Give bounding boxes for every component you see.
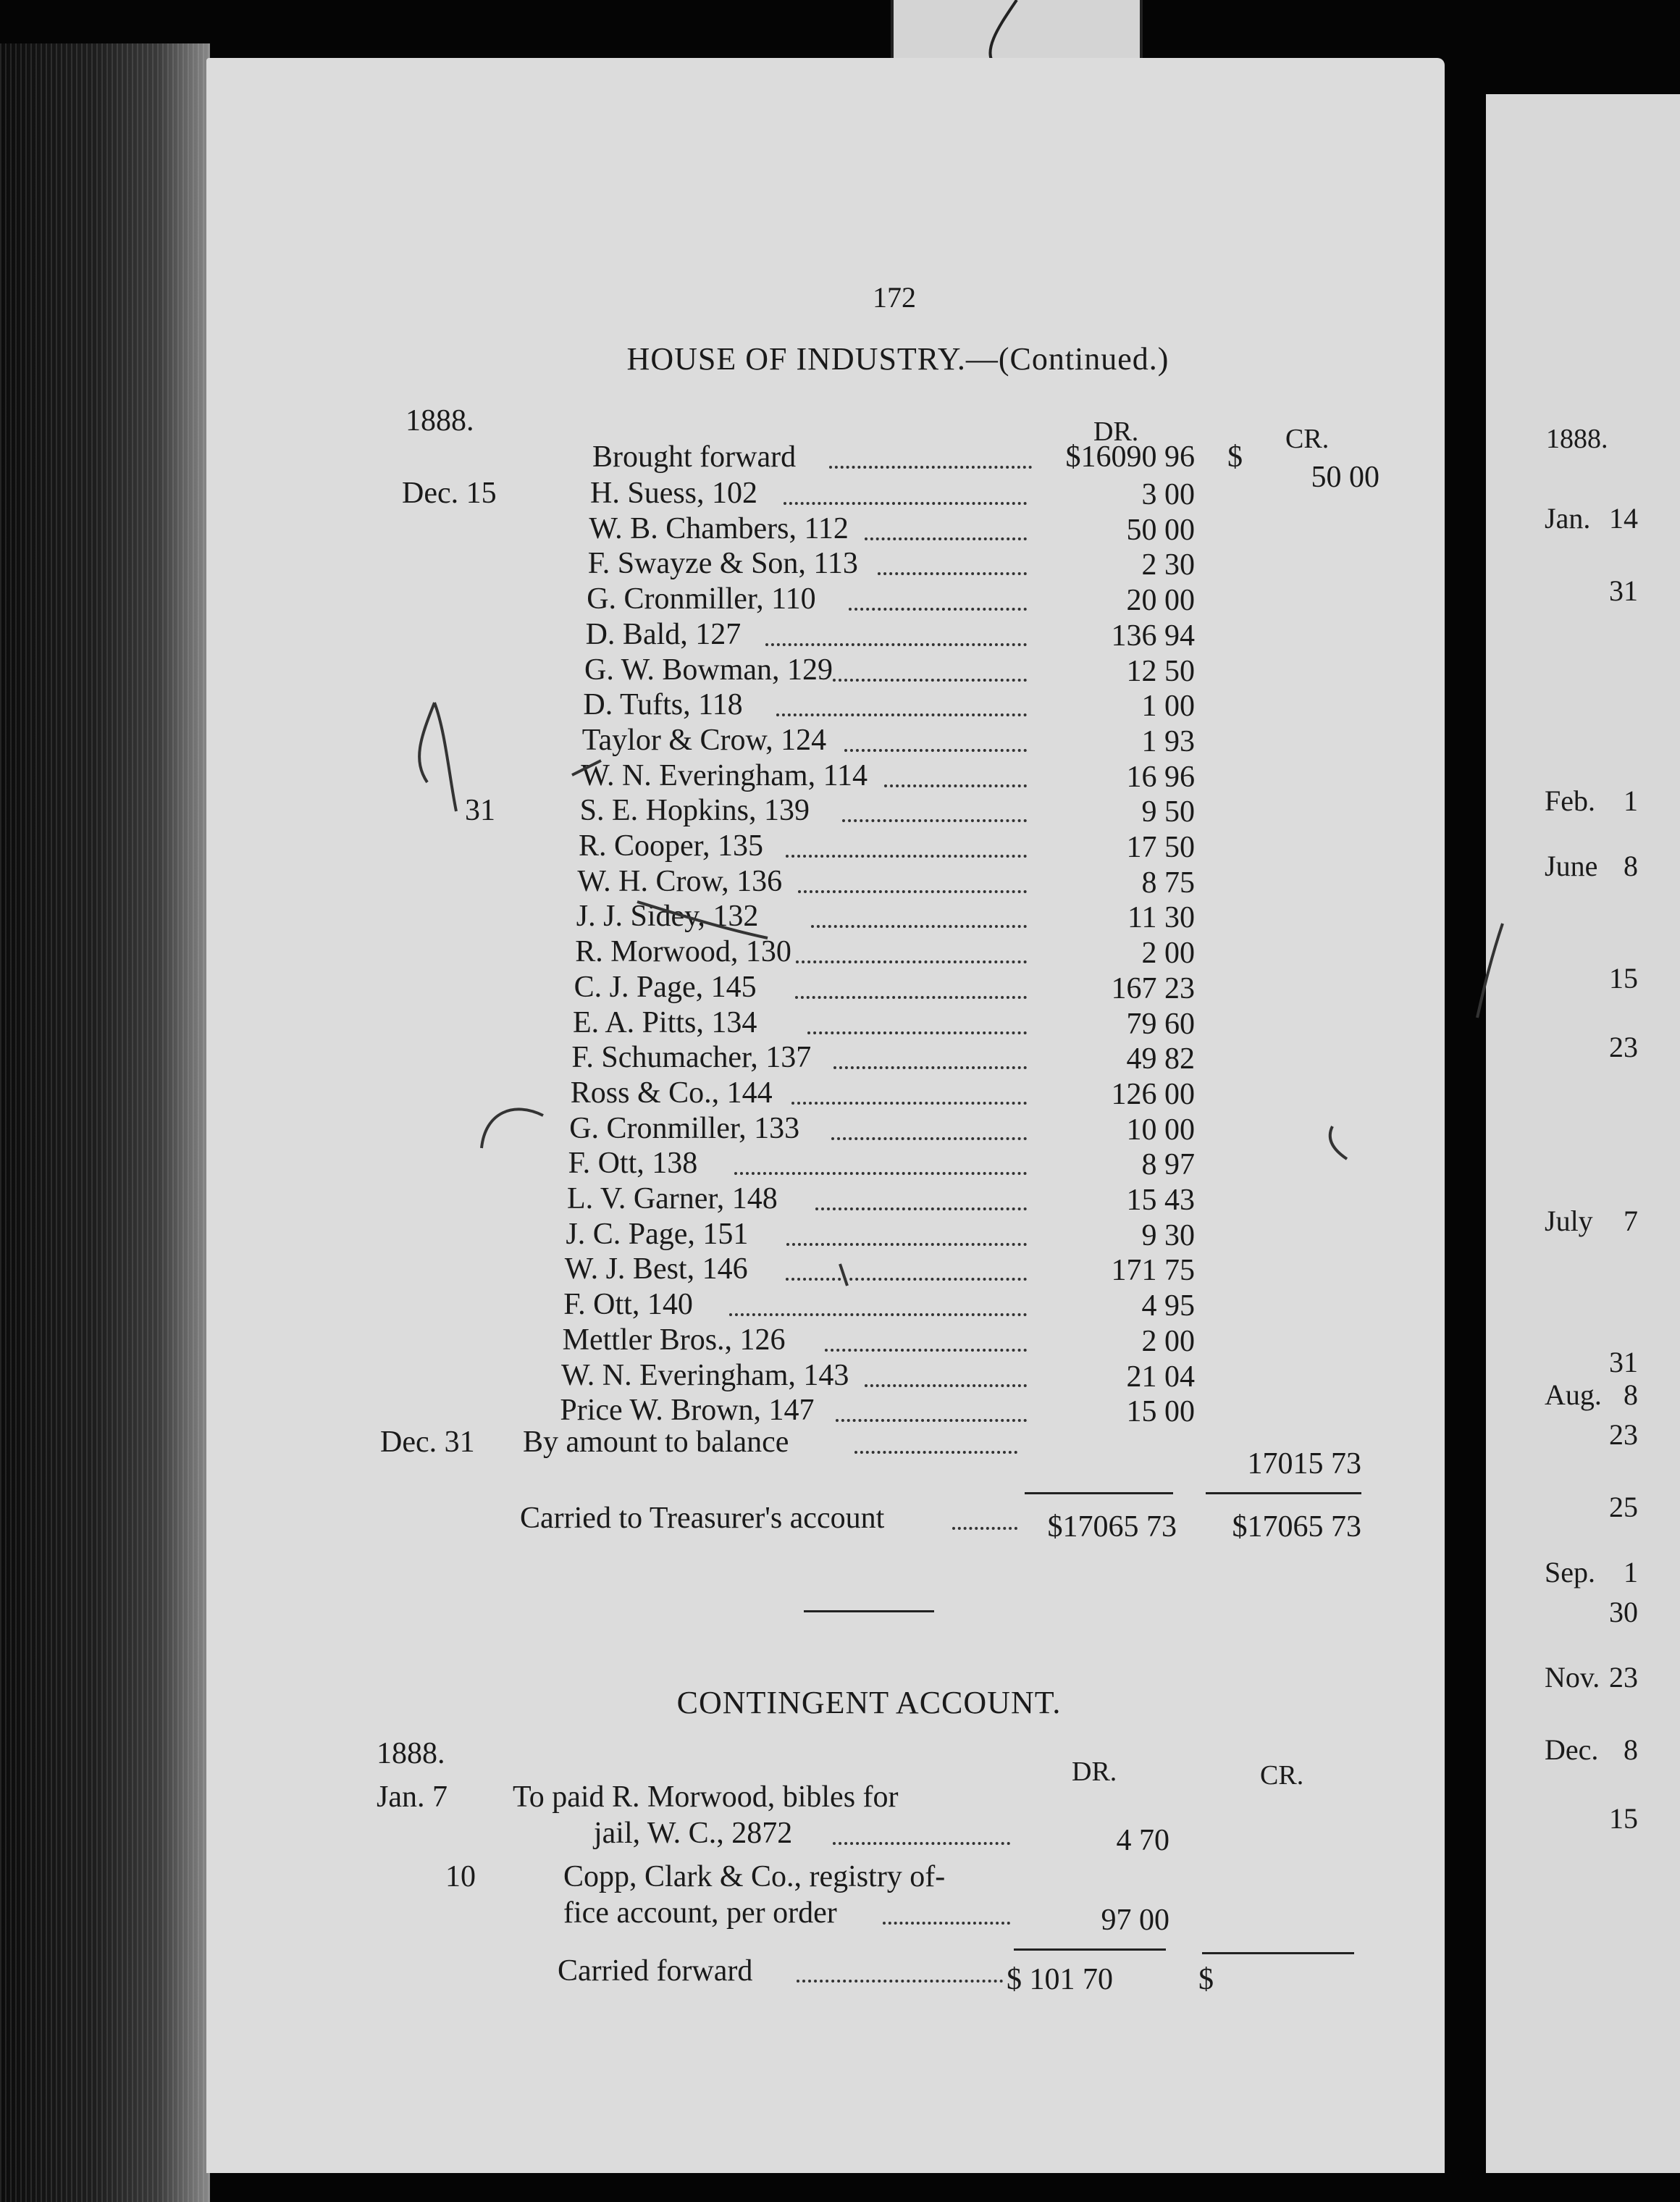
entry-amount: 15 43 — [1126, 1184, 1195, 1217]
carried-label: Carried to Treasurer's account — [520, 1502, 885, 1535]
entry-amount: 9 30 — [1141, 1219, 1195, 1252]
facing-page — [1486, 94, 1680, 2173]
contingent-cr-header: CR. — [1260, 1760, 1304, 1791]
entry-amount: 1 00 — [1141, 690, 1195, 723]
dr-header: DR. — [1093, 416, 1139, 447]
pencil-mark — [630, 898, 775, 942]
entry-amount: 1 93 — [1141, 725, 1195, 758]
entry-name: S. E. Hopkins, 139 — [579, 794, 810, 827]
entry-name: R. Morwood, 130 — [575, 935, 791, 968]
dot-leader — [833, 1066, 1027, 1069]
dot-leader — [833, 1842, 1011, 1845]
entry-amount: 3 00 — [1141, 478, 1195, 511]
facing-day: 14 — [1609, 502, 1638, 535]
entry-name: D. Bald, 127 — [585, 618, 742, 651]
entry-amount: 79 60 — [1126, 1008, 1195, 1041]
dot-leader — [815, 1207, 1027, 1210]
carried-cr: $17065 73 — [1232, 1510, 1361, 1544]
entry-date: 31 — [465, 794, 495, 827]
book-page-edges — [0, 43, 210, 2202]
facing-day: 8 — [1624, 1733, 1638, 1766]
balance-cr: 17015 73 — [1247, 1447, 1361, 1481]
entry-amount: 50 00 — [1126, 514, 1195, 547]
dr-total-rule — [1025, 1492, 1173, 1494]
entry-name: W. N. Everingham, 114 — [581, 759, 868, 792]
pencil-mark — [471, 1097, 550, 1155]
facing-day: 15 — [1609, 962, 1638, 995]
balance-label: By amount to balance — [523, 1426, 789, 1459]
entry-amount: 11 30 — [1127, 901, 1195, 934]
facing-day: 23 — [1609, 1418, 1638, 1451]
contingent-date: 10 — [445, 1860, 476, 1893]
contingent-amount: 4 70 — [1116, 1824, 1169, 1857]
facing-month: Aug. — [1545, 1378, 1602, 1411]
dot-leader — [829, 466, 1032, 469]
dot-leader — [884, 784, 1027, 787]
entry-name: W. B. Chambers, 112 — [589, 512, 849, 545]
dot-leader — [784, 502, 1027, 505]
brought-forward-dr: $16090 96 — [1065, 440, 1195, 474]
entry-name: Ross & Co., 144 — [570, 1076, 773, 1110]
balance-date: Dec. 31 — [380, 1426, 475, 1459]
entry-name: E. A. Pitts, 134 — [573, 1006, 757, 1039]
dot-leader — [833, 679, 1027, 682]
dot-leader — [883, 1922, 1011, 1925]
dot-leader — [786, 1243, 1027, 1246]
contingent-dr-header: DR. — [1072, 1757, 1117, 1787]
entry-name: Mettler Bros., 126 — [562, 1323, 786, 1357]
carried-forward-cr: $ — [1198, 1963, 1214, 1996]
facing-month: Feb. — [1545, 784, 1595, 817]
dot-leader — [791, 1102, 1027, 1105]
dot-leader — [952, 1527, 1017, 1530]
facing-day: 25 — [1609, 1491, 1638, 1523]
entry-amount: 2 30 — [1141, 548, 1195, 582]
entry-name: H. Suess, 102 — [590, 477, 758, 510]
paper-slip — [891, 0, 1143, 67]
contingent-line2: jail, W. C., 2872 — [594, 1817, 793, 1850]
dot-leader — [786, 855, 1027, 858]
dot-leader — [865, 537, 1027, 540]
contingent-line1: Copp, Clark & Co., registry of- — [563, 1860, 946, 1893]
facing-day: 23 — [1609, 1031, 1638, 1063]
facing-day: 31 — [1609, 1346, 1638, 1378]
dot-leader — [849, 608, 1027, 611]
carried-dr: $17065 73 — [1047, 1510, 1177, 1544]
carried-forward-label: Carried forward — [558, 1954, 753, 1988]
entry-amount: 49 82 — [1126, 1042, 1195, 1076]
entry-name: D. Tufts, 118 — [583, 688, 743, 721]
dot-leader — [729, 1313, 1027, 1316]
brought-forward-cr: 50 00 — [1311, 461, 1379, 494]
brought-forward-label: Brought forward — [592, 440, 797, 474]
pencil-mark — [565, 753, 608, 782]
entry-amount: 8 75 — [1141, 866, 1195, 900]
facing-day: 1 — [1624, 1556, 1638, 1588]
dot-leader — [878, 572, 1027, 575]
carried-forward-dr: $ 101 70 — [1007, 1963, 1113, 1996]
pencil-mark — [1322, 1119, 1351, 1163]
entry-name: C. J. Page, 145 — [574, 971, 757, 1004]
entry-amount: 171 75 — [1111, 1254, 1195, 1287]
entry-name: F. Swayze & Son, 113 — [587, 547, 858, 580]
pencil-mark — [894, 0, 1140, 67]
entry-amount: 4 95 — [1141, 1289, 1195, 1323]
contingent-year: 1888. — [377, 1737, 445, 1770]
facing-day: 7 — [1624, 1205, 1638, 1237]
entry-amount: 2 00 — [1141, 1325, 1195, 1358]
entry-name: L. V. Garner, 148 — [567, 1182, 778, 1215]
entry-name: J. C. Page, 151 — [566, 1218, 749, 1251]
contingent-title: CONTINGENT ACCOUNT. — [676, 1685, 1062, 1720]
facing-day: 15 — [1609, 1802, 1638, 1835]
entry-amount: 12 50 — [1126, 655, 1195, 688]
facing-day: 31 — [1609, 574, 1638, 607]
contingent-amount: 97 00 — [1101, 1904, 1169, 1937]
facing-month: June — [1545, 850, 1598, 882]
facing-day: 8 — [1624, 850, 1638, 882]
entry-name: F. Ott, 138 — [568, 1147, 698, 1180]
dot-leader — [796, 960, 1027, 963]
entry-amount: 8 97 — [1141, 1148, 1195, 1181]
dot-leader — [786, 1278, 1027, 1281]
facing-month: Nov. — [1545, 1661, 1600, 1694]
entry-name: G. Cronmiller, 133 — [569, 1112, 800, 1145]
facing-year: 1888. — [1546, 424, 1608, 454]
facing-month: July — [1545, 1205, 1593, 1237]
pencil-mark — [833, 1260, 854, 1289]
dot-leader — [865, 1384, 1027, 1387]
facing-day: 23 — [1609, 1661, 1638, 1694]
contingent-date: Jan. 7 — [377, 1780, 448, 1814]
dot-leader — [776, 713, 1027, 716]
section-divider — [804, 1610, 934, 1612]
pencil-mark — [406, 695, 463, 819]
entry-amount: 15 00 — [1126, 1395, 1195, 1428]
dot-leader — [825, 1349, 1027, 1352]
entry-date: Dec. 15 — [402, 477, 497, 510]
entry-name: J. J. Sidey, 132 — [576, 900, 759, 933]
entry-amount: 2 00 — [1141, 937, 1195, 970]
entry-name: W. N. Everingham, 143 — [561, 1359, 849, 1392]
entry-name: W. J. Best, 146 — [564, 1252, 748, 1286]
contingent-line1: To paid R. Morwood, bibles for — [513, 1780, 899, 1814]
entry-amount: 136 94 — [1111, 619, 1195, 653]
entry-amount: 9 50 — [1141, 795, 1195, 829]
dot-leader — [836, 1419, 1027, 1422]
facing-day: 30 — [1609, 1596, 1638, 1628]
entry-name: G. Cronmiller, 110 — [587, 582, 816, 616]
entry-amount: 167 23 — [1111, 972, 1195, 1005]
entry-name: Price W. Brown, 147 — [560, 1394, 815, 1427]
dot-leader — [842, 819, 1027, 822]
year-label: 1888. — [406, 404, 474, 438]
entry-name: F. Schumacher, 137 — [571, 1041, 812, 1074]
brought-forward-cr-sign: $ — [1227, 440, 1243, 474]
dot-leader — [844, 749, 1027, 752]
facing-day: 1 — [1624, 784, 1638, 817]
entry-name: R. Cooper, 135 — [579, 829, 763, 863]
dot-leader — [795, 996, 1027, 999]
cr-header: CR. — [1285, 424, 1330, 454]
facing-month: Jan. — [1545, 502, 1591, 535]
entry-name: W. H. Crow, 136 — [577, 865, 783, 898]
entry-amount: 17 50 — [1126, 831, 1195, 864]
dot-leader — [797, 1980, 1003, 1983]
dot-leader — [798, 890, 1027, 893]
entry-name: G. W. Bowman, 129 — [584, 653, 833, 687]
entry-name: F. Ott, 140 — [563, 1288, 693, 1321]
dot-leader — [807, 1031, 1027, 1034]
entry-amount: 21 04 — [1126, 1360, 1195, 1394]
dot-leader — [854, 1451, 1017, 1454]
entry-amount: 16 96 — [1126, 761, 1195, 794]
contingent-line2: fice account, per order — [563, 1896, 837, 1930]
contingent-dr-rule — [1014, 1948, 1166, 1951]
entry-amount: 126 00 — [1111, 1078, 1195, 1111]
dot-leader — [831, 1137, 1027, 1140]
pencil-mark — [1470, 920, 1513, 1021]
contingent-cr-rule — [1202, 1952, 1354, 1954]
dot-leader — [811, 925, 1027, 928]
entry-amount: 20 00 — [1126, 584, 1195, 617]
dot-leader — [765, 643, 1027, 646]
entry-name: Taylor & Crow, 124 — [581, 724, 827, 757]
facing-month: Sep. — [1545, 1556, 1595, 1588]
entry-amount: 10 00 — [1126, 1113, 1195, 1147]
cr-total-rule — [1206, 1492, 1361, 1494]
facing-day: 8 — [1624, 1378, 1638, 1411]
page-number: 172 — [873, 281, 916, 314]
section-title: HOUSE OF INDUSTRY.—(Continued.) — [626, 341, 1169, 377]
dot-leader — [734, 1172, 1027, 1175]
facing-month: Dec. — [1545, 1733, 1599, 1766]
